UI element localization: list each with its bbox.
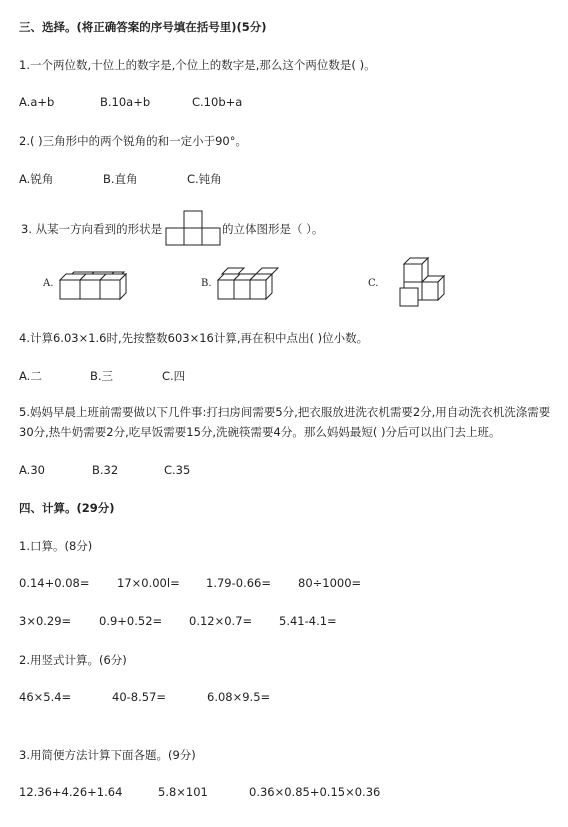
question-3-view-figure bbox=[165, 208, 221, 246]
section-3-title: 三、选择。(将正确答案的序号填在括号里)(5分) bbox=[19, 20, 267, 34]
question-5-text: 5.妈妈早晨上班前需要做以下几件事:打扫房间需要5分,把衣服放进洗衣机需要2分,用自动洗衣机洗涤需要30分,热牛奶需要2分,吃早饭需要15分,洗碗筷需要4分。那么妈妈最短( )分后可以出门去上班。 bbox=[19, 405, 551, 439]
question-3-prefix: 3. 从某一方向看到的形状是 bbox=[21, 222, 163, 236]
simplify-calc-item: 12.36+4.26+1.64 bbox=[19, 785, 123, 799]
part-1-title: 1.口算。(8分) bbox=[19, 539, 93, 553]
question-4-text: 4.计算6.03×1.6时,先按整数603×16计算,再在积中点出( )位小数。 bbox=[19, 331, 369, 345]
mental-math-item: 17×0.00l= bbox=[117, 576, 180, 590]
question-3-option-c-label: C. bbox=[368, 278, 379, 289]
question-5-option-b: B.32 bbox=[92, 463, 119, 477]
mental-math-item: 1.79-0.66= bbox=[206, 576, 271, 590]
mental-math-item: 0.9+0.52= bbox=[99, 614, 163, 628]
question-2-option-c: C.钝角 bbox=[187, 172, 222, 186]
question-3-option-a-label: A. bbox=[43, 278, 54, 289]
vertical-calc-item: 46×5.4= bbox=[19, 690, 72, 704]
mental-math-item: 80÷1000= bbox=[298, 576, 362, 590]
mental-math-item: 0.14+0.08= bbox=[19, 576, 90, 590]
mental-math-item: 5.41-4.1= bbox=[279, 614, 337, 628]
simplify-calc-item: 0.36×0.85+0.15×0.36 bbox=[249, 785, 381, 799]
question-3-suffix: 的立体图形是（ ）。 bbox=[222, 222, 324, 236]
question-3-option-b-cubes bbox=[216, 266, 282, 302]
question-5-option-a: A.30 bbox=[19, 463, 45, 477]
question-2-text: 2.( )三角形中的两个锐角的和一定小于90°。 bbox=[19, 134, 247, 148]
question-3-option-a-cubes bbox=[58, 266, 128, 302]
question-3-option-c-cubes bbox=[386, 256, 446, 308]
question-1-option-b: B.10a+b bbox=[100, 95, 151, 109]
question-5-option-c: C.35 bbox=[164, 463, 191, 477]
question-4-option-b: B.三 bbox=[90, 369, 114, 383]
part-3-title: 3.用简便方法计算下面各题。(9分) bbox=[19, 748, 196, 762]
mental-math-item: 3×0.29= bbox=[19, 614, 72, 628]
question-4-option-c: C.四 bbox=[162, 369, 186, 383]
question-2-option-a: A.锐角 bbox=[19, 172, 54, 186]
vertical-calc-item: 40-8.57= bbox=[112, 690, 167, 704]
part-2-title: 2.用竖式计算。(6分) bbox=[19, 653, 127, 667]
simplify-calc-item: 5.8×101 bbox=[158, 785, 208, 799]
question-2-option-b: B.直角 bbox=[103, 172, 138, 186]
vertical-calc-item: 6.08×9.5= bbox=[207, 690, 271, 704]
question-3-option-b-label: B. bbox=[201, 278, 212, 289]
question-1-option-a: A.a+b bbox=[19, 95, 55, 109]
section-4-title: 四、计算。(29分) bbox=[19, 501, 115, 515]
mental-math-item: 0.12×0.7= bbox=[189, 614, 253, 628]
question-1-text: 1.一个两位数,十位上的数字是,个位上的数字是,那么这个两位数是( )。 bbox=[19, 58, 376, 72]
question-4-option-a: A.二 bbox=[19, 369, 42, 383]
question-1-option-c: C.10b+a bbox=[192, 95, 243, 109]
